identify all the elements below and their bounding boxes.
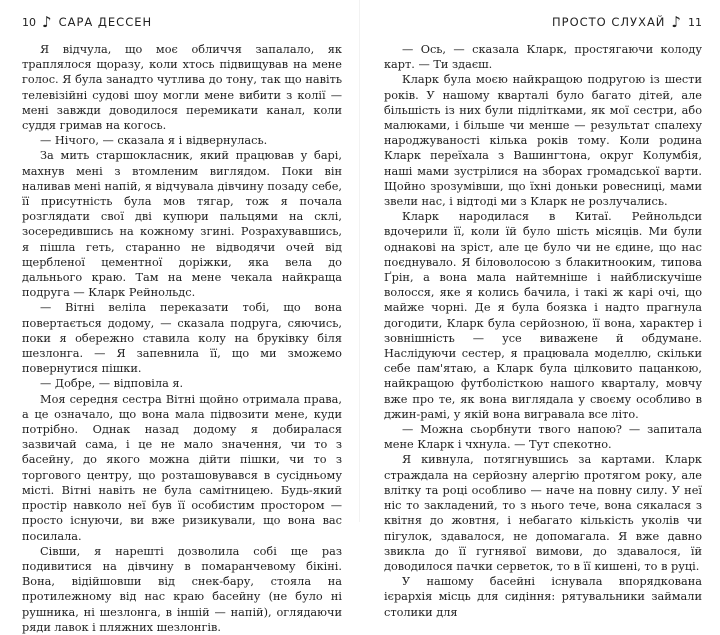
music-note-icon: ♪ — [671, 12, 682, 31]
right-page — [360, 0, 720, 619]
paragraph: Кларк була моєю найкращою подругою із шести років. У нашому кварталі було багато дітей, але більшість із них були підлітками, як мої сестри, або малюками, і більше чи менше — результат спалеху народжуваності кілька років тому. Коли родина Кларк переїхала з Вашингтона, округ Колумбія, наші мами зустрілися на зборах громадської варти. Щойно зрозумівши, що їхні доньки ровесниці, мами звели нас, і відтоді ми з Кларк не розлучались. — [384, 73, 702, 209]
left-page-header — [22, 10, 342, 34]
right-page-header — [384, 10, 702, 34]
right-page-body — [384, 42, 702, 620]
page-number: 10 — [22, 15, 36, 29]
paragraph: У нашому басейні існувала впорядкована ієрархія місць для сидіння: рятувальники займали столики для — [384, 575, 702, 619]
paragraph: Я відчула, що моє обличчя запалало, як траплялося щоразу, коли хтось підвищував на мене голос. Я була занадто чутлива до тону, так що навіть телевізійні судові шоу могли мене вибити з колії — мені завжди доводилося перемикати канал, коли суддя гримав на когось. — [22, 43, 342, 133]
paragraph: — Нічого, — сказала я і відвернулась. — [40, 134, 268, 148]
paragraph: За мить старшокласник, який працював у барі, махнув мені з втомленим виглядом. Поки він наливав мені напій, я відчувала дівчину позаду себе, її присутність була мов тягар, тож я почала розглядати свої дві купюри пальцями на склі, зосередившись на кожному згині. Розрахувавшись, я пішла геть, старанно не відводячи очей від щербленої цементної доріжки, яка вела до дальнього краю. Там на мене чекала найкраща подруга — Кларк Рейнольдс. — [22, 149, 342, 300]
paragraph: Я кивнула, потягнувшись за картами. Кларк страждала на серйозну алергію протягом року, але влітку та році особливо — наче на повну силу. У неї ніс то закладений, то з нього тече, вона сякалася з квітня до жовтня, і небагато кількість уколів чи пігулок, здавалося, не допомагала. Я вже давно звикла до її гугнявої вимови, до здавалося, їй доводилося пачки серветок, то в її кишені, то в руці. — [384, 453, 702, 573]
music-note-icon: ♪ — [42, 12, 53, 31]
left-page — [0, 0, 360, 634]
left-page-body — [22, 42, 342, 635]
paragraph: Кларк народилася в Китаї. Рейнольдси вдочерили її, коли їй було шість місяців. Ми були однакові на зріст, але це було чи не єдине, що нас поєднувало. Я біловолосою з блакитнооким, типова Ґрін, а вона мала найтемніше і найблискучіше волосся, яке я колись бачила, і такі ж карі очі, що майже чорні. Де я була боязка і надто прагнула догодити, Кларк була серйозною, її вона, характер і зовнішність — усе виважене й обдумане. Наслідуючи сестер, я працювала моделлю, скільки себе пам'ятаю, а Кларк була цілковито пацанкою, найкращою футболісткою нашого кварталу, мовчу вже про те, як вона виглядала у своєму особливо в джин-рамі, у якій вона вигравала все літо. — [384, 210, 702, 421]
paragraph: — Вітні веліла переказати тобі, що вона повертається додому, — сказала подруга, сяючись, поки я обережно ставила колу на бруківку біля шезлонга. — Я запевнила її, що ми зможемо повернутися пішки. — [22, 301, 342, 376]
running-head: ПРОСТО СЛУХАЙ — [551, 15, 666, 29]
paragraph: — Ось, — сказала Кларк, простягаючи колоду карт. — Ти здаєш. — [384, 43, 702, 72]
page-number: 11 — [688, 15, 702, 29]
paragraph: Сівши, я нарешті дозволила собі ще раз подивитися на дівчину в помаранчевому бікіні. Вона, відійшовши від снек-бару, стояла на протилежному від нас краю басейну (не було ні рушника, ні шезлонга, в іншій — напій), оглядаючи ряди лавок і пляжних шезлонгів. — [22, 544, 342, 634]
running-head: САРА ДЕССЕН — [58, 15, 153, 29]
paragraph: — Добре, — відповіла я. — [40, 377, 184, 391]
paragraph: Моя середня сестра Вітні щойно отримала права, а це означало, що вона мала підвозити мене, куди потрібно. Однак назад додому я добиралася зазвичай сама, і це не мало значення, чи то з басейну, до якого можна дійти пішки, чи то з торгового центру, що розташовувався в сусідньому місті. Вітні навіть не була самітницею. Будь-який простір навколо неї був її особистим простором — просто існуючи, ви вже ризикували, що вона вас посилала. — [22, 392, 342, 543]
paragraph: — Можна сьорбнути твого напою? — запитала мене Кларк і чхнула. — Тут спекотно. — [384, 423, 702, 452]
